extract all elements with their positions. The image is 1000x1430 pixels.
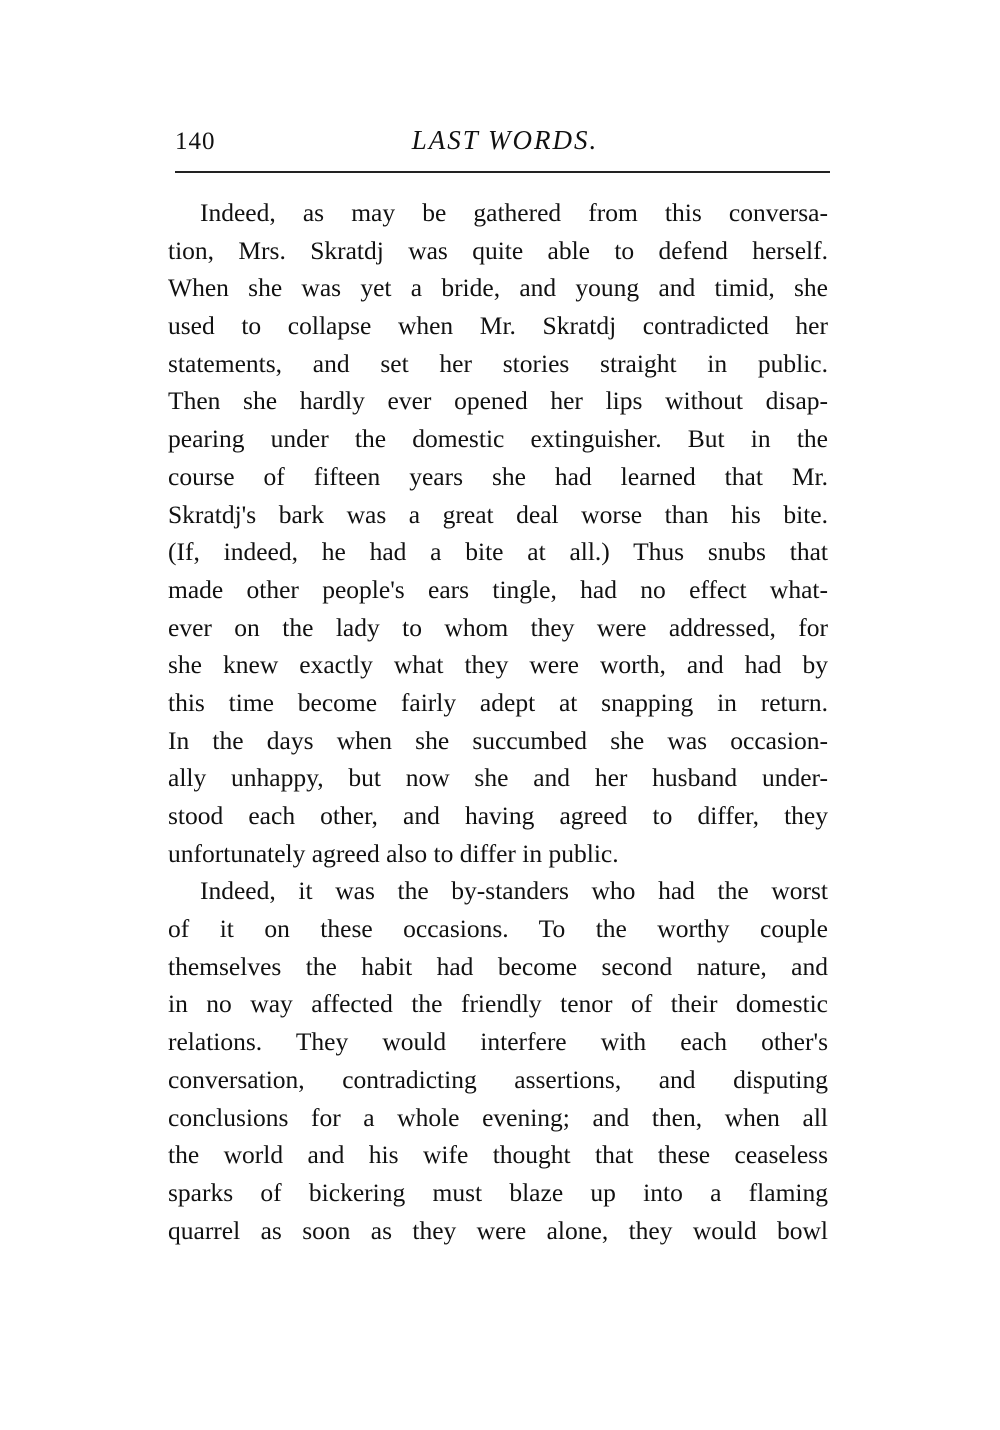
- text-line: unfortunately agreed also to differ in public.: [168, 838, 619, 868]
- text-line: When she was yet a bride, and young and timid, she: [168, 273, 828, 303]
- text-line: conclusions for a whole evening; and then, when all: [168, 1102, 828, 1132]
- text-line: Indeed, as may be gathered from this conversa-: [200, 198, 828, 227]
- text-line: quarrel as soon as they were alone, they would bowl: [168, 1215, 828, 1245]
- text-line: this time become fairly adept at snapping in return.: [168, 687, 828, 717]
- text-line: course of fifteen years she had learned that Mr.: [168, 461, 828, 491]
- body-text: [168, 194, 828, 1249]
- text-line: in no way affected the friendly tenor of their domestic: [168, 989, 828, 1019]
- text-line: stood each other, and having agreed to differ, they: [168, 801, 828, 830]
- text-line: used to collapse when Mr. Skratdj contradicted her: [168, 311, 828, 341]
- text-line: conversation, contradicting assertions, and disputing: [168, 1064, 828, 1094]
- text-line: of it on these occasions. To the worthy couple: [168, 914, 828, 944]
- text-line: ally unhappy, but now she and her husband under-: [168, 763, 828, 793]
- paragraph-2: [168, 872, 828, 1249]
- page-number: 140: [175, 128, 216, 155]
- text-line: sparks of bickering must blaze up into a flaming: [168, 1177, 828, 1207]
- text-line: (If, indeed, he had a bite at all.) Thus snubs that: [168, 537, 828, 567]
- text-line: relations. They would interfere with each other's: [168, 1027, 828, 1057]
- header-rule: [175, 171, 830, 173]
- text-line: themselves the habit had become second nature, and: [168, 951, 828, 981]
- text-line: pearing under the domestic extinguisher. But in the: [168, 424, 828, 454]
- text-line: made other people's ears tingle, had no effect what-: [168, 574, 828, 604]
- text-line: Skratdj's bark was a great deal worse than his bite.: [168, 499, 828, 529]
- text-line: Then she hardly ever opened her lips without disap-: [168, 386, 828, 416]
- text-line: tion, Mrs. Skratdj was quite able to defend herself.: [168, 235, 828, 265]
- text-line: the world and his wife thought that these ceaseless: [168, 1140, 828, 1170]
- text-line: Indeed, it was the by-standers who had the worst: [200, 876, 828, 906]
- text-line: In the days when she succumbed she was occasion-: [168, 725, 828, 755]
- paragraph-1: [168, 194, 828, 872]
- text-line: ever on the lady to whom they were addressed, for: [168, 612, 828, 642]
- text-line: statements, and set her stories straight in public.: [168, 348, 828, 378]
- running-title: LAST WORDS.: [411, 125, 599, 155]
- text-line: she knew exactly what they were worth, and had by: [168, 650, 828, 680]
